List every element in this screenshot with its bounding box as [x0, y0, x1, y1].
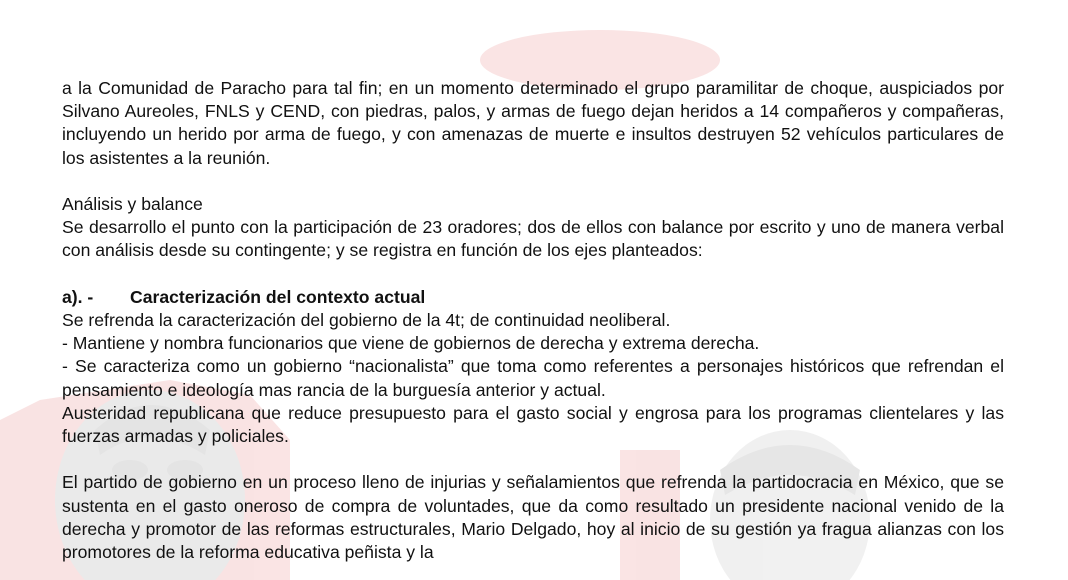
text-line: que refrendan el pensamiento e ideología mas rancia de la burguesía anterior y actual.: [62, 356, 1005, 400]
paragraph-analysis: [62, 216, 1004, 262]
text-line: hoy al inicio de su gestión ya fragua alianzas con los promotores de la reforma educativa peñista y la: [62, 518, 1004, 563]
text-line: a 14 compañeros y compañeras, incluyendo un herido por arma de fuego, y con amenazas de muerte: [62, 101, 1004, 145]
section-a-paragraph: [62, 402, 1004, 448]
section-a-number: a). -: [62, 286, 94, 307]
section-a-line: Se refrenda la caracterización del gobierno de la 4t; de continuidad neoliberal.: [62, 310, 671, 330]
section-a-heading: [62, 286, 1004, 309]
text-line: Se desarrollo el punto con la participación de 23 oradores; dos de ellos con balance por escrito y uno: [62, 217, 861, 238]
section-a-title: Caracterización del contexto actual: [130, 286, 426, 307]
section-a-paragraph: [62, 355, 1004, 401]
document-page: [62, 77, 1004, 564]
text-line: presidente nacional venido de la derecha y promotor de las reformas estructurales, Mario Delgado,: [62, 495, 1005, 539]
text-line: e insultos destruyen 52 vehículos particulares de los asistentes a la reunión.: [62, 124, 1004, 168]
analysis-title: Análisis y balance: [62, 194, 203, 214]
paragraph-party: [62, 471, 1004, 564]
text-line: de manera verbal con análisis desde su contingente; y se registra en función de los ejes planteados:: [62, 217, 1005, 261]
text-line: a la Comunidad de Paracho para tal fin; en un momento determinado el grupo paramilitar de choque,: [62, 78, 873, 98]
paragraph-attack: [62, 77, 1004, 170]
text-line: auspiciados por Silvano Aureoles, FNLS y CEND, con piedras, palos, y armas de fuego dejan heridos: [62, 78, 1005, 122]
section-a-line: - Mantiene y nombra funcionarios que viene de gobiernos de derecha y extrema derecha.: [62, 333, 760, 354]
text-line: clientelares y las fuerzas armadas y policiales.: [62, 402, 1005, 447]
text-line: - Se caracteriza como un gobierno “nacionalista” que toma como referentes a personajes históricos: [62, 356, 865, 377]
text-line: Austeridad republicana que reduce presupuesto para el gasto social y engrosa para los programas: [62, 402, 863, 423]
text-line: El partido de gobierno en un proceso lleno de injurias y señalamientos que refrenda la partidocracia: [62, 472, 853, 493]
text-line: en México, que se sustenta en el gasto oneroso de compra de voluntades, que da como resultado un: [62, 472, 1004, 516]
